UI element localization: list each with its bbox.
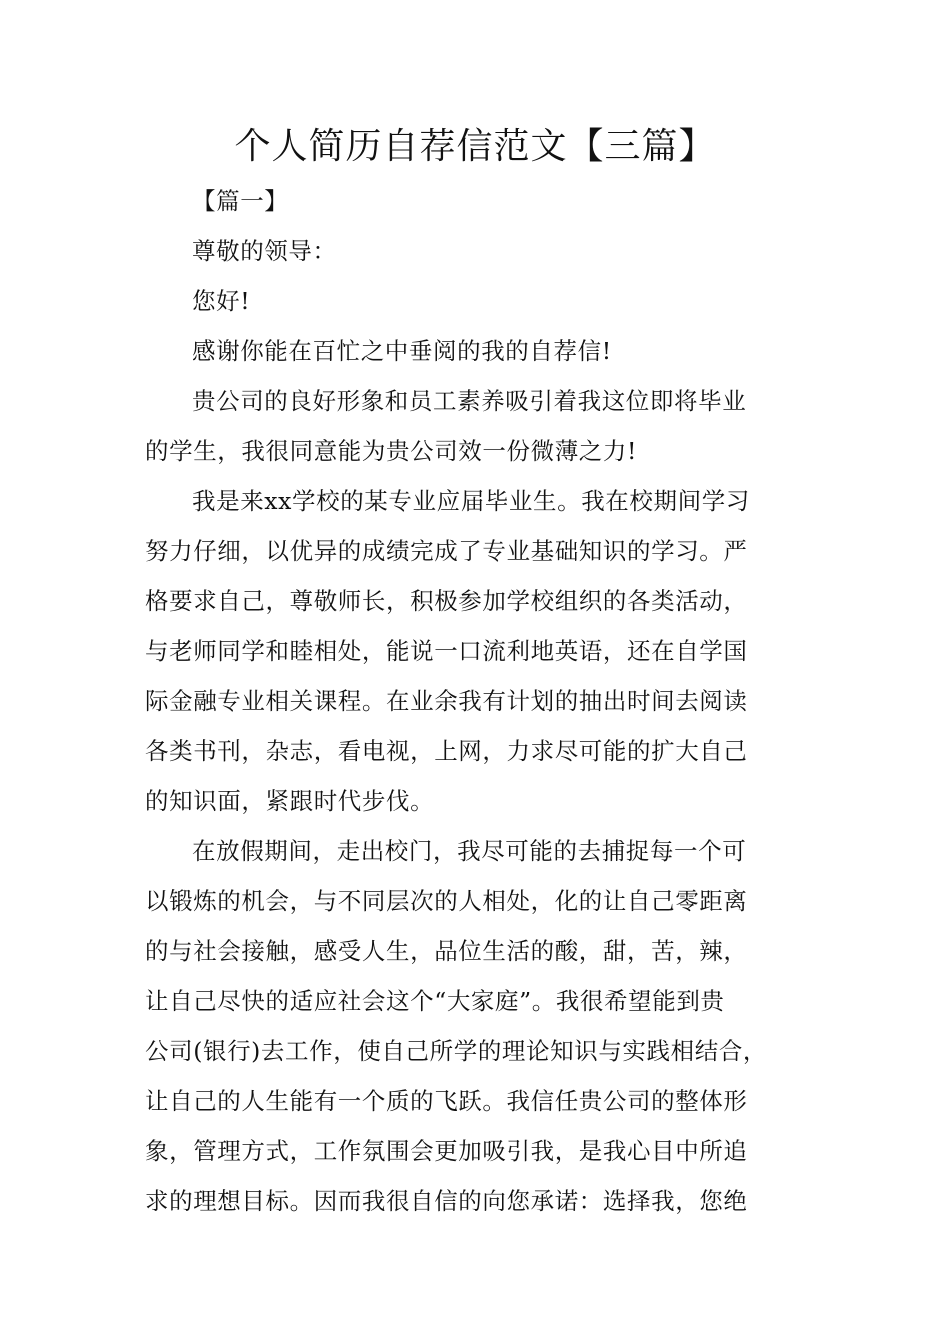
text-line: 我是来xx学校的某专业应届毕业生。我在校期间学习 (192, 487, 750, 515)
text-line: 与老师同学和睦相处，能说一口流利地英语，还在自学国 (145, 637, 748, 665)
text-line: 象，管理方式，工作氛围会更加吸引我，是我心目中所追 (145, 1137, 748, 1165)
text-line: 让自己尽快的适应社会这个“大家庭”。我很希望能到贵 (145, 987, 725, 1015)
text-line: 格要求自己，尊敬师长，积极参加学校组织的各类活动， (145, 587, 748, 615)
paragraph-thanks (145, 326, 810, 376)
text-line: 尊敬的领导： (192, 237, 337, 265)
text-line: 各类书刊，杂志，看电视，上网，力求尽可能的扩大自己 (145, 737, 748, 765)
paragraph-experience (145, 826, 810, 1226)
text-line: 的与社会接触，感受人生，品位生活的酸，甜，苦，辣， (145, 937, 748, 965)
paragraph-education (145, 476, 810, 826)
text-line: 求的理想目标。因而我很自信的向您承诺：选择我，您绝 (145, 1187, 748, 1215)
text-line: 让自己的人生能有一个质的飞跃。我信任贵公司的整体形 (145, 1087, 748, 1115)
text-line: 在放假期间，走出校门，我尽可能的去捕捉每一个可 (192, 837, 747, 865)
text-line: 您好! (192, 287, 251, 315)
document-title: 个人简历自荐信范文【三篇】 (234, 126, 716, 167)
section-label: 【篇一】 (192, 187, 289, 215)
text-line: 感谢你能在百忙之中垂阅的我的自荐信! (192, 337, 612, 365)
document-body (145, 176, 810, 1226)
text-line: 际金融专业相关课程。在业余我有计划的抽出时间去阅读 (145, 687, 748, 715)
text-line: 努力仔细，以优异的成绩完成了专业基础知识的学习。严 (145, 537, 748, 565)
text-line: 公司(银行)去工作，使自己所学的理论知识与实践相结合， (145, 1037, 768, 1065)
text-line: 以锻炼的机会，与不同层次的人相处，化的让自己零距离 (145, 887, 748, 915)
paragraph-company (145, 376, 810, 476)
paragraph-greeting (145, 276, 810, 326)
paragraph-salutation (145, 226, 810, 276)
text-line: 的学生，我很同意能为贵公司效一份微薄之力! (145, 437, 638, 465)
text-line: 贵公司的良好形象和员工素养吸引着我这位即将毕业 (192, 387, 747, 415)
text-line: 的知识面，紧跟时代步伐。 (145, 787, 435, 815)
